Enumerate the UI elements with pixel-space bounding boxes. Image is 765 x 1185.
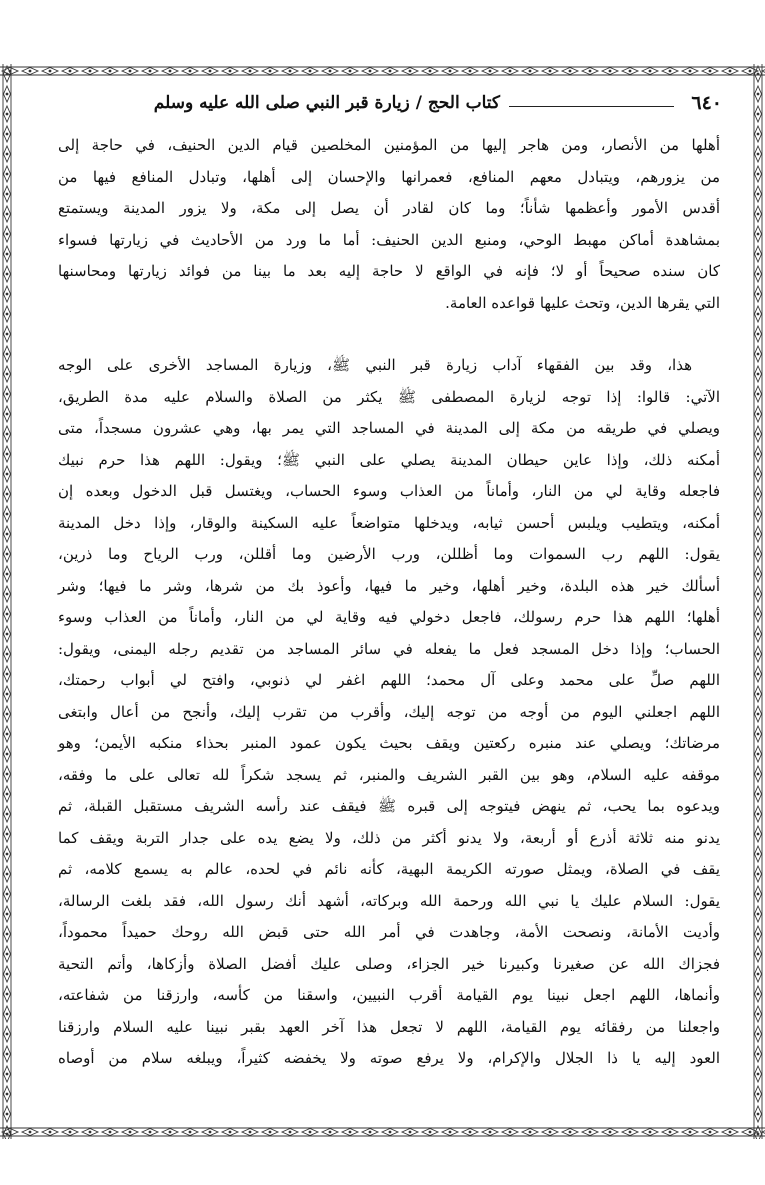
paragraph-1 xyxy=(58,130,720,319)
text-line: يدنو منه ثلاثة أذرع أو أربعة، ولا يدنو أكثر من ذلك، ولا يضع يده على جدار التربة ويقف كما xyxy=(58,828,720,847)
text-line: يقول: السلام عليك يا نبي الله ورحمة الله وبركاته، أشهد أنك رسول الله، فقد بلغت الرسالة، xyxy=(58,891,720,910)
page-number: ٦٤٠ xyxy=(691,92,722,114)
text-line: بمشاهدة أماكن مهبط الوحي، ومنبع الدين الحنيف: أما ما ورد من الأحاديث في زيارتها فسواء xyxy=(58,230,720,249)
text-line: الحساب؛ وإذا دخل المسجد فعل ما يفعله في سائر المساجد من تقديم رجله اليمنى، ويقول: xyxy=(58,639,720,658)
body-text xyxy=(58,130,720,1075)
text-line: الآتي: قالوا: إذا توجه لزيارة المصطفى ﷺ يكثر من الصلاة والسلام عليه مدة الطريق، xyxy=(58,387,720,406)
left-ornament-border xyxy=(0,64,14,1139)
text-line: أقدس الأمور وأعظمها شأناً؛ وما كان لقادر أن يصل إلى مكة، ولا يزور المدينة ويستمتع xyxy=(58,199,720,217)
text-line: ويدعوه بما يحب، ثم ينهض فيتوجه إلى قبره ﷺ فيقف عند رأسه الشريف مستقبل القبلة، ثم xyxy=(58,797,720,815)
text-line: التي يقرها الدين، وتحث عليها قواعده العامة. xyxy=(445,293,720,312)
text-line: فاجعله وقاية لي من النار، وأماناً من العذاب وسوء الحساب، ويغتسل قبل الدخول وبعده إن xyxy=(58,482,720,500)
text-line: العود إليه يا ذا الجلال والإكرام، ولا يرفع صوته ولا يخفضه كثيراً، ويبلغه سلام من أوصاه xyxy=(58,1049,720,1067)
text-line: أسألك خير هذه البلدة، وخير أهلها، وخير ما فيها، وأعوذ بك من شرها، وشر ما فيها؛ وشر xyxy=(58,576,720,595)
text-line: أمكنه ذلك، وإذا عاين حيطان المدينة يصلي على النبي ﷺ؛ ويقول: اللهم هذا حرم نبيك xyxy=(58,450,720,469)
text-line: هذا، وقد بين الفقهاء آداب زيارة قبر النبي ﷺ، وزيارة المساجد الأخرى على الوجه xyxy=(58,356,692,374)
text-line: وأديت الأمانة، ونصحت الأمة، وجاهدت في أمر الله حتى قبض الله روحك حميداً محموداً، xyxy=(58,923,720,941)
running-header xyxy=(62,92,722,122)
text-line: موقفه عليه السلام، وهو بين القبر الشريف والمنبر، ثم يسجد شكراً لله تعالى على ما وفقه، xyxy=(58,765,720,784)
text-line: كان سنده صحيحاً أو لا؛ فإنه في الواقع لا حاجة إليه بعد ما بينا من فوائد زيارتها ومحاسنها xyxy=(58,262,720,280)
text-line: اللهم اجعلني اليوم من أوجه من توجه إليك، وأقرب من تقرب إليك، وأنجح من أعال وابتغى xyxy=(58,702,720,721)
text-line: أمكنه، ويتطيب ويلبس أحسن ثيابه، ويدخلها متواضعاً عليه السكينة والوقار، وإذا دخل المدينة xyxy=(58,513,720,532)
header-rule xyxy=(509,106,674,107)
paragraph-2 xyxy=(58,350,720,1075)
top-ornament-border xyxy=(0,64,765,78)
text-line: من يزورهم، ويتبادل معهم المنافع، فعمرانها والإحسان إلى أهلها، وتبادل المنافع فيها من xyxy=(58,167,720,186)
right-ornament-border xyxy=(751,64,765,1139)
text-line: أهلها؛ اللهم هذا حرم رسولك، فاجعل دخولي فيه وقاية لي من النار، وأماناً من العذاب وسوء xyxy=(58,608,720,626)
text-line: مرضاتك؛ ويصلي عند منبره ركعتين ويقف بحيث يكون عمود المنبر بحذاء منكبه الأيمن؛ وهو xyxy=(58,734,720,752)
text-line: يقول: اللهم رب السموات وما أظللن، ورب الأرضين وما أقللن، ورب الرياح وما ذرين، xyxy=(58,545,720,563)
text-line: اللهم صلِّ على محمد وعلى آل محمد؛ اللهم اغفر لي ذنوبي، وافتح لي أبواب رحمتك، xyxy=(58,671,720,689)
text-line: ويصلي في طريقه من مكة إلى المدينة في المساجد التي يمر بها، وهي عشرون مسجداً، متى xyxy=(58,419,720,437)
header-title: كتاب الحج / زيارة قبر النبي صلى الله عليه وسلم xyxy=(153,93,500,113)
text-line: أهلها من الأنصار، ومن هاجر إليها من المؤمنين المخلصين قيام الدين الحنيف، في حاجة إلى xyxy=(58,136,720,154)
bottom-ornament-border xyxy=(0,1125,765,1139)
text-line: واجعلنا من رفقائه يوم القيامة، اللهم لا تجعل هذا آخر العهد بقبر نبينا عليه السلام وارزقنا xyxy=(58,1017,720,1036)
text-line: يقف في الصلاة، ويمثل صورته الكريمة البهية، كأنه نائم في لحده، عالم به يسمع كلامه، ثم xyxy=(58,860,720,878)
paragraph-gap xyxy=(58,319,720,350)
text-line: وأنماها، اللهم اجعل نبينا يوم القيامة أقرب النبيين، واسقنا من كأسه، وارزقنا من شفاعته، xyxy=(58,986,720,1004)
text-line: فجزاك الله عن صغيرنا وكبيرنا خير الجزاء، وصلى عليك أفضل الصلاة وأزكاها، وأتم التحية xyxy=(58,954,720,973)
